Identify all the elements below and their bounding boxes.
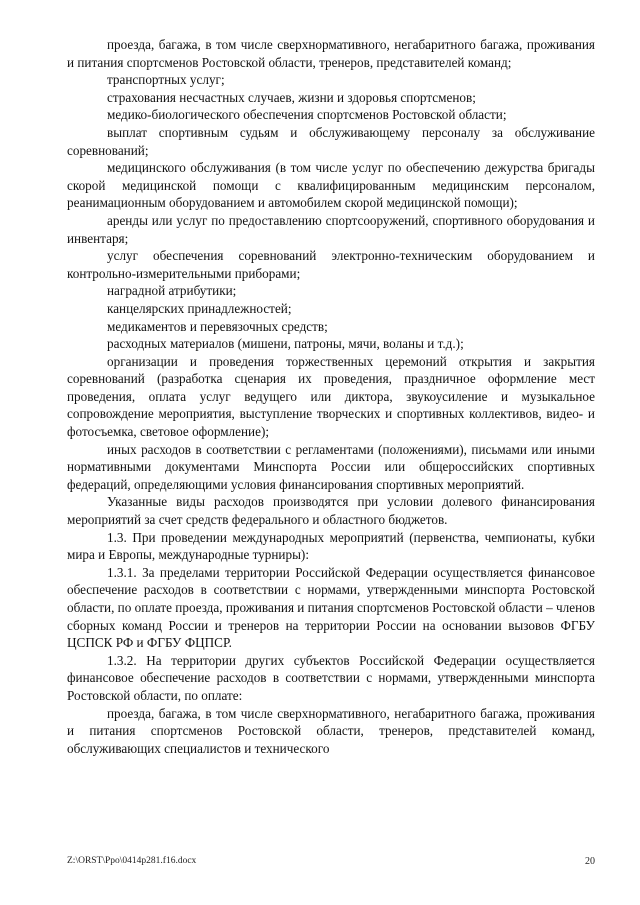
paragraph: 1.3.1. За пределами территории Российской Федерации осуществляется финансовое обеспечение расходов в соответствии с нормами, утвержденными минспорта Ростовской области, по оплате проезда, проживания и питания спортсменов Ростовской области – членов сборных команд России и тренеров на территории России на основании вызовов ФГБУ ЦСПСК РФ и ФГБУ ФЦПСР.: [67, 564, 595, 651]
paragraph: канцелярских принадлежностей;: [107, 300, 292, 316]
paragraph: страхования несчастных случаев, жизни и здоровья спортсменов;: [107, 89, 476, 105]
paragraph: медикаментов и перевязочных средств;: [107, 318, 328, 334]
paragraph: проезда, багажа, в том числе сверхнормативного, негабаритного багажа, проживания и питания спортсменов Ростовской области, тренеров, представителей команд;: [67, 37, 595, 70]
paragraph: транспортных услуг;: [107, 72, 225, 88]
paragraph: Указанные виды расходов производятся при условии долевого финансирования мероприятий за счет средств федерального и областного бюджетов.: [67, 494, 595, 528]
paragraph: медико-биологического обеспечения спортсменов Ростовской области;: [107, 107, 507, 123]
document-body: [67, 36, 595, 757]
paragraph: наградной атрибутики;: [107, 283, 237, 299]
file-path: Z:\ORST\Ppo\0414p281.f16.docx: [67, 856, 197, 866]
paragraph: проезда, багажа, в том числе сверхнормативного, негабаритного багажа, проживания и питания спортсменов Ростовской области, тренеров, представителей команд, обслуживающих специалистов и технического: [67, 705, 595, 756]
paragraph: выплат спортивным судьям и обслуживающему персоналу за обслуживание соревнований;: [67, 124, 595, 158]
paragraph: расходных материалов (мишени, патроны, мячи, воланы и т.д.);: [107, 336, 464, 352]
paragraph: аренды или услуг по предоставлению спортсооружений, спортивного оборудования и инвентаря;: [67, 212, 595, 246]
paragraph: 1.3. При проведении международных мероприятий (первенства, чемпионаты, кубки мира и Европы, международные турниры):: [67, 529, 595, 563]
page-footer: [67, 856, 595, 870]
paragraph: медицинского обслуживания (в том числе услуг по обеспечению дежурства бригады скорой медицинской помощи с квалифицированным медицинским персоналом, реанимационным оборудованием и автомобилем скорой медицинской помощи);: [67, 160, 595, 211]
paragraph: иных расходов в соответствии с регламентами (положениями), письмами или иными нормативными документами Минспорта России или общероссийских спортивных федераций, определяющими условия финансирования спортивных мероприятий.: [67, 441, 595, 492]
page-number: 20: [585, 856, 595, 867]
paragraph: услуг обеспечения соревнований электронно-техническим оборудованием и контрольно-измерительными приборами;: [67, 248, 595, 281]
paragraph: организации и проведения торжественных церемоний открытия и закрытия соревнований (разработка сценария их проведения, праздничное оформление мест проведения, оплата услуг ведущего или диктора, звукоусиление и музыкальное сопровождение мероприятия, выступление творческих и спортивных коллективов, видео- и фотосъемка, световое оформление);: [67, 353, 595, 440]
paragraph: 1.3.2. На территории других субъектов Российской Федерации осуществляется финансовое обеспечение расходов в соответствии с нормами, утвержденными минспорта Ростовской области, по оплате:: [67, 652, 595, 703]
